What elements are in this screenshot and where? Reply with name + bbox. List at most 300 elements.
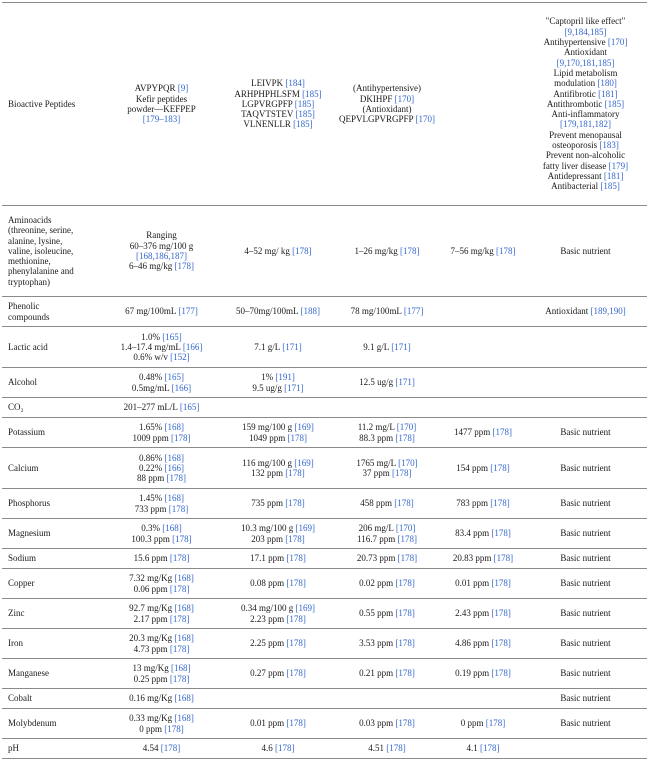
- cell-text: Kefir peptides: [135, 93, 188, 104]
- citation-link[interactable]: [181]: [603, 170, 624, 181]
- cell-line: [101, 433, 222, 443]
- citation-link[interactable]: [185]: [295, 109, 315, 120]
- table-row: [2, 569, 647, 599]
- cell-line: [334, 306, 440, 316]
- table-cell: [442, 739, 524, 759]
- citation-link[interactable]: [178]: [286, 638, 306, 649]
- cell-line: [101, 332, 222, 342]
- citation-link[interactable]: [185]: [604, 98, 625, 109]
- cell-line: [444, 427, 522, 437]
- cell-line: [226, 668, 330, 678]
- cell-text: 4.6: [261, 743, 275, 754]
- table-cell: [99, 629, 224, 659]
- citation-link[interactable]: [188]: [300, 306, 320, 317]
- cell-text: Antidepressant: [547, 170, 604, 181]
- cell-text: Magnesium: [8, 528, 51, 539]
- cell-text: 0.33 mg/Kg: [129, 713, 175, 724]
- citation-link[interactable]: [165]: [162, 331, 182, 342]
- cell-line: [334, 104, 440, 114]
- cell-text: 20.83 ppm: [452, 553, 494, 564]
- table-row: [2, 398, 647, 418]
- cell-line: [8, 668, 97, 678]
- citation-link[interactable]: [178]: [171, 432, 191, 443]
- cell-line: [526, 171, 645, 181]
- header-cell: [442, 3, 524, 206]
- cell-line: [334, 553, 440, 563]
- cell-line: [226, 603, 330, 613]
- cell-line: [334, 468, 440, 478]
- citation-link[interactable]: [178]: [285, 468, 305, 478]
- table-row: [2, 689, 647, 709]
- cell-line: [8, 312, 97, 322]
- table-cell: [442, 659, 524, 689]
- cell-line: [226, 383, 330, 393]
- table-cell: [524, 709, 647, 739]
- citation-link[interactable]: [169]: [295, 523, 315, 534]
- table-row: [2, 709, 647, 739]
- citation-link[interactable]: [168]: [174, 713, 194, 724]
- cell-text: 154 ppm: [456, 462, 491, 473]
- cell-text: 0.3%: [141, 523, 163, 534]
- cell-line: [226, 342, 330, 352]
- citation-link[interactable]: [178]: [286, 578, 306, 589]
- cell-line: [101, 584, 222, 594]
- citation-link[interactable]: [178]: [400, 245, 420, 256]
- cell-text: CO₂: [8, 402, 24, 413]
- cell-line: [444, 553, 522, 563]
- citation-link[interactable]: [178]: [397, 553, 418, 564]
- table-cell: [332, 398, 442, 418]
- citation-link[interactable]: [178]: [169, 613, 190, 624]
- header-cell: [332, 3, 442, 206]
- citation-link[interactable]: [170]: [607, 37, 628, 48]
- citation-link[interactable]: [178]: [164, 723, 184, 734]
- cell-text: Potassium: [8, 427, 46, 438]
- citation-link[interactable]: [178]: [169, 643, 190, 654]
- citation-link[interactable]: [179]: [608, 160, 629, 171]
- cell-text: 4–52 mg/ kg: [244, 245, 293, 256]
- cell-text: 92.7 mg/Kg: [129, 603, 175, 614]
- citation-link[interactable]: [178]: [169, 583, 190, 594]
- cell-line: [526, 638, 645, 648]
- table-cell: [442, 418, 524, 448]
- citation-link[interactable]: [178]: [395, 638, 415, 649]
- cell-text: "Captopril like effect": [545, 16, 626, 27]
- citation-link[interactable]: [170]: [398, 457, 418, 468]
- citation-link[interactable]: [178]: [285, 533, 305, 544]
- citation-link[interactable]: [171]: [395, 377, 415, 388]
- table-cell: [99, 489, 224, 519]
- cell-line: [8, 608, 97, 618]
- cell-text: 100.3 ppm: [131, 533, 173, 544]
- citation-link[interactable]: [185]: [294, 98, 315, 109]
- cell-line: [526, 498, 645, 508]
- cell-text: 2.23 ppm: [250, 613, 287, 624]
- cell-text: 1.0%: [141, 331, 163, 342]
- table-cell: [224, 569, 332, 599]
- cell-text: 3.53 ppm: [359, 638, 396, 649]
- table-cell: [224, 206, 332, 297]
- table-cell: [332, 659, 442, 689]
- citation-link[interactable]: [183]: [599, 140, 619, 151]
- cell-text: 116 mg/100 g: [242, 457, 295, 468]
- header-row: [2, 3, 647, 206]
- citation-link[interactable]: [168]: [164, 422, 184, 433]
- citation-link[interactable]: [178]: [491, 578, 511, 589]
- citation-link[interactable]: [166]: [164, 462, 184, 473]
- cell-text: 78 mg/100mL: [350, 306, 404, 317]
- header-label-cell: [2, 3, 99, 206]
- citation-link[interactable]: [178]: [395, 432, 415, 443]
- cell-text: 0.34 mg/100 g: [240, 603, 296, 614]
- citation-link[interactable]: [170]: [395, 523, 416, 534]
- table-cell: [442, 297, 524, 327]
- row-label-cell: [2, 599, 99, 629]
- row-label-cell: [2, 569, 99, 599]
- citation-link[interactable]: [171]: [391, 341, 411, 352]
- cell-text: 0.55 ppm: [359, 608, 396, 619]
- citation-link[interactable]: [168,186,187]: [136, 251, 187, 261]
- cell-line: [226, 422, 330, 432]
- citation-link[interactable]: [178]: [386, 743, 406, 754]
- nutrient-table: [2, 2, 647, 759]
- cell-text: 1009 ppm: [132, 432, 171, 443]
- citation-link[interactable]: [177]: [178, 306, 198, 317]
- table-cell: [442, 569, 524, 599]
- cell-line: [101, 633, 222, 643]
- cell-line: [101, 663, 222, 673]
- cell-text: 88.3 ppm: [359, 432, 396, 443]
- citation-link[interactable]: [168]: [174, 693, 194, 704]
- citation-link[interactable]: [189,190]: [590, 306, 626, 317]
- citation-link[interactable]: [178]: [160, 743, 181, 754]
- citation-link[interactable]: [166]: [182, 341, 203, 352]
- citation-link[interactable]: [168]: [164, 493, 184, 504]
- citation-link[interactable]: [178]: [168, 503, 189, 514]
- cell-text: 116.7 ppm: [357, 533, 398, 544]
- cell-text: 12.5 ug/g: [359, 377, 396, 388]
- cell-line: [226, 498, 330, 508]
- table-cell: [99, 368, 224, 398]
- cell-line: [101, 534, 222, 544]
- citation-link[interactable]: [168]: [171, 663, 191, 674]
- cell-text: 0.21 ppm: [359, 668, 396, 679]
- cell-line: [8, 578, 97, 588]
- cell-text: 0.25 ppm: [133, 673, 170, 684]
- cell-line: [334, 377, 440, 387]
- citation-link[interactable]: [178]: [397, 533, 417, 544]
- citation-link[interactable]: [178]: [395, 718, 415, 729]
- citation-link[interactable]: [178]: [395, 668, 415, 679]
- cell-text: LGPVRGPFP: [241, 98, 295, 109]
- citation-link[interactable]: [178]: [275, 743, 295, 754]
- table-row: [2, 297, 647, 327]
- cell-text: 0 ppm: [139, 723, 165, 734]
- citation-link[interactable]: [185]: [302, 88, 322, 99]
- cell-line: [526, 16, 645, 26]
- table-cell: [99, 519, 224, 549]
- citation-link[interactable]: [165]: [164, 372, 184, 383]
- table-row: [2, 448, 647, 489]
- cell-line: [526, 427, 645, 437]
- table-cell: [99, 569, 224, 599]
- citation-link[interactable]: [181]: [598, 88, 618, 99]
- citation-link[interactable]: [179–183]: [142, 114, 181, 125]
- citation-link[interactable]: [168]: [164, 452, 184, 463]
- citation-link[interactable]: [178]: [286, 668, 306, 679]
- cell-text: Basic nutrient: [560, 578, 611, 589]
- citation-link[interactable]: [178]: [491, 668, 511, 679]
- citation-link[interactable]: [178]: [395, 578, 415, 589]
- cell-text: 0.19 ppm: [455, 668, 492, 679]
- cell-text: 0.01 ppm: [250, 718, 287, 729]
- cell-line: [101, 614, 222, 624]
- cell-line: [8, 553, 97, 563]
- cell-line: [101, 402, 222, 412]
- table-cell: [224, 448, 332, 489]
- table-cell: [99, 599, 224, 629]
- table-cell: [442, 549, 524, 569]
- cell-line: [526, 37, 645, 47]
- citation-link[interactable]: [179,181,182]: [560, 119, 611, 130]
- table-cell: [224, 368, 332, 398]
- cell-line: [526, 578, 645, 588]
- cell-text: powder—KEFPEP: [127, 104, 196, 114]
- citation-link[interactable]: [169]: [295, 603, 315, 614]
- cell-line: [101, 473, 222, 483]
- cell-line: [101, 504, 222, 514]
- cell-text: 7.32 mg/Kg: [129, 573, 175, 584]
- table-cell: [99, 739, 224, 759]
- citation-link[interactable]: [9,184,185]: [564, 26, 607, 37]
- cell-line: [101, 674, 222, 684]
- cell-line: [226, 468, 330, 478]
- cell-line: [334, 342, 440, 352]
- cell-line: [334, 422, 440, 432]
- table-cell: [442, 519, 524, 549]
- cell-text: Lactic acid: [8, 341, 48, 352]
- table-cell: [332, 689, 442, 709]
- table-cell: [442, 327, 524, 368]
- cell-line: [526, 161, 645, 171]
- table-row: [2, 418, 647, 448]
- citation-link[interactable]: [178]: [169, 673, 190, 684]
- cell-text: 0.08 ppm: [250, 578, 287, 589]
- cell-line: [101, 83, 222, 93]
- citation-link[interactable]: [170]: [394, 93, 415, 104]
- citation-link[interactable]: [178]: [491, 528, 511, 539]
- citation-link[interactable]: [9]: [177, 83, 189, 94]
- cell-line: [8, 342, 97, 352]
- cell-text: Phenolic: [8, 301, 40, 312]
- citation-link[interactable]: [185]: [600, 181, 620, 192]
- cell-text: 4.1: [466, 743, 480, 754]
- cell-line: [526, 130, 645, 140]
- cell-line: [101, 713, 222, 723]
- cell-text: Basic nutrient: [560, 245, 611, 256]
- table-cell: [442, 709, 524, 739]
- cell-line: [334, 94, 440, 104]
- citation-link[interactable]: [9,170,181,185]: [556, 57, 615, 68]
- row-label-cell: [2, 398, 99, 418]
- citation-link[interactable]: [168]: [174, 633, 194, 644]
- citation-link[interactable]: [178]: [491, 608, 511, 619]
- citation-link[interactable]: [178]: [395, 608, 415, 619]
- table-cell: [524, 549, 647, 569]
- cell-text: Basic nutrient: [560, 462, 611, 473]
- cell-text: alanine, lysine,: [8, 235, 63, 246]
- cell-text: Manganese: [8, 668, 49, 679]
- citation-link[interactable]: [170]: [396, 422, 417, 433]
- cell-line: [101, 251, 222, 261]
- cell-line: [226, 578, 330, 588]
- row-label-cell: [2, 448, 99, 489]
- citation-link[interactable]: [178]: [169, 553, 190, 564]
- table-cell: [99, 398, 224, 418]
- citation-link[interactable]: [178]: [286, 718, 306, 729]
- table-cell: [224, 599, 332, 629]
- cell-text: 1%: [261, 372, 276, 383]
- citation-link[interactable]: [178]: [492, 427, 512, 438]
- citation-link[interactable]: [165]: [179, 402, 200, 413]
- citation-link[interactable]: [178]: [485, 718, 506, 729]
- row-label-cell: [2, 418, 99, 448]
- citation-link[interactable]: [184]: [285, 78, 305, 89]
- cell-text: Aminoacids: [8, 214, 52, 225]
- row-label-cell: [2, 549, 99, 569]
- table-row: [2, 206, 647, 297]
- cell-text: 37 ppm: [362, 468, 392, 478]
- citation-link[interactable]: [180]: [597, 78, 617, 89]
- citation-link[interactable]: [168]: [174, 573, 194, 584]
- row-label-cell: [2, 629, 99, 659]
- citation-link[interactable]: [178]: [496, 245, 516, 256]
- cell-line: [334, 578, 440, 588]
- cell-line: [101, 553, 222, 563]
- citation-link[interactable]: [171]: [284, 382, 304, 393]
- citation-link[interactable]: [178]: [285, 498, 305, 509]
- citation-link[interactable]: [166]: [171, 382, 192, 393]
- table-cell: [442, 629, 524, 659]
- cell-text: VLNENLLR: [243, 119, 294, 130]
- citation-link[interactable]: [178]: [392, 468, 412, 478]
- cell-line: [444, 528, 522, 538]
- cell-line: [101, 603, 222, 613]
- cell-line: [334, 83, 440, 93]
- cell-text: 0.06 ppm: [133, 583, 170, 594]
- header-cell: [99, 3, 224, 206]
- cell-text: methionine,: [8, 256, 51, 267]
- cell-text: Basic nutrient: [560, 608, 611, 619]
- table-cell: [224, 489, 332, 519]
- table-cell: [442, 599, 524, 629]
- cell-text: 20.73 ppm: [356, 553, 398, 564]
- table-cell: [524, 599, 647, 629]
- cell-text: 1049 ppm: [248, 432, 288, 443]
- cell-line: [8, 463, 97, 473]
- table-row: [2, 549, 647, 569]
- citation-link[interactable]: [178]: [480, 743, 500, 754]
- citation-link[interactable]: [178]: [172, 533, 192, 544]
- cell-line: [226, 614, 330, 624]
- citation-link[interactable]: [178]: [166, 473, 186, 484]
- citation-link[interactable]: [178]: [286, 613, 306, 624]
- row-label-cell: [2, 689, 99, 709]
- cell-line: [8, 301, 97, 311]
- table-cell: [332, 549, 442, 569]
- table-cell: [224, 739, 332, 759]
- cell-line: [526, 668, 645, 678]
- table-cell: [332, 629, 442, 659]
- cell-text: 7–56 mg/kg: [450, 245, 496, 256]
- cell-line: [226, 306, 330, 316]
- cell-line: [101, 463, 222, 473]
- citation-link[interactable]: [178]: [493, 553, 514, 564]
- cell-text: Antibacterial: [551, 181, 601, 192]
- table-cell: [99, 297, 224, 327]
- citation-link[interactable]: [178]: [174, 261, 194, 272]
- citation-link[interactable]: [169]: [294, 457, 314, 468]
- cell-text: Antifibrotic: [553, 88, 599, 99]
- cell-line: [226, 523, 330, 533]
- cell-line: [526, 47, 645, 57]
- citation-link[interactable]: [177]: [403, 306, 424, 317]
- table-row: [2, 327, 647, 368]
- table-row: [2, 739, 647, 759]
- citation-link[interactable]: [178]: [490, 462, 510, 473]
- table-cell: [332, 327, 442, 368]
- table-cell: [332, 569, 442, 599]
- citation-link[interactable]: [168]: [162, 523, 182, 534]
- citation-link[interactable]: [152]: [170, 352, 190, 363]
- cell-text: fatty liver disease: [542, 160, 609, 171]
- citation-link[interactable]: [185]: [293, 119, 313, 130]
- cell-text: QEPVLGPVRGPFP: [339, 114, 416, 125]
- cell-text: 88 ppm: [136, 473, 167, 484]
- cell-line: [526, 27, 645, 37]
- citation-link[interactable]: [178]: [491, 638, 511, 649]
- cell-text: Basic nutrient: [560, 427, 611, 438]
- citation-link[interactable]: [178]: [490, 498, 510, 509]
- citation-link[interactable]: [170]: [415, 114, 435, 125]
- cell-text: Iron: [8, 638, 23, 649]
- cell-line: [526, 58, 645, 68]
- cell-line: [101, 422, 222, 432]
- cell-line: [444, 498, 522, 508]
- citation-link[interactable]: [169]: [294, 422, 314, 433]
- cell-text: tryptophan): [8, 276, 50, 287]
- citation-link[interactable]: [171]: [282, 341, 302, 352]
- cell-line: [526, 528, 645, 538]
- cell-line: [8, 225, 97, 235]
- cell-line: [8, 693, 97, 703]
- cell-text: 0.16 mg/Kg: [129, 693, 175, 704]
- citation-link[interactable]: [178]: [286, 553, 306, 564]
- citation-link[interactable]: [168]: [174, 603, 194, 614]
- table-cell: [224, 549, 332, 569]
- cell-text: Calcium: [8, 462, 39, 473]
- table-cell: [332, 297, 442, 327]
- citation-link[interactable]: [178]: [292, 245, 312, 256]
- cell-line: [526, 140, 645, 150]
- cell-text: 203 ppm: [251, 533, 286, 544]
- citation-link[interactable]: [178]: [394, 498, 414, 509]
- cell-line: [8, 256, 97, 266]
- cell-text: 13 mg/Kg: [132, 663, 171, 674]
- cell-text: 2.25 ppm: [250, 638, 287, 649]
- citation-link[interactable]: [178]: [287, 432, 307, 443]
- citation-link[interactable]: [191]: [275, 372, 295, 383]
